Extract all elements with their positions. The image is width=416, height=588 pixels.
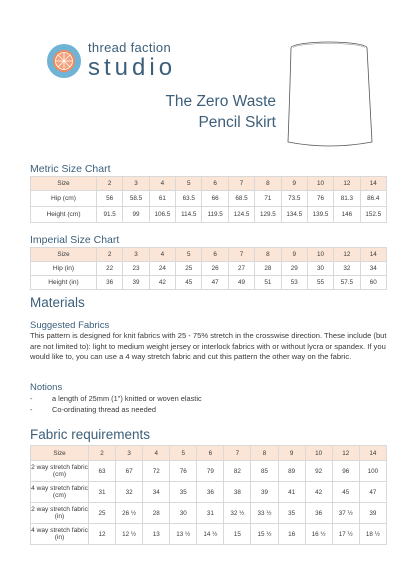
value-cell: 37 ½ — [332, 503, 359, 524]
value-cell: 12 — [89, 524, 116, 545]
value-cell: 36 — [97, 276, 123, 290]
header-cell: 2 — [89, 446, 116, 461]
header-cell: 14 — [360, 177, 386, 191]
value-cell: 89 — [278, 461, 305, 482]
logo — [47, 44, 81, 78]
value-cell: 134.5 — [281, 207, 307, 223]
row-label-cell: Height (cm) — [31, 207, 97, 223]
value-cell: 29 — [281, 262, 307, 276]
header-cell: 5 — [176, 248, 202, 262]
value-cell: 31 — [197, 503, 224, 524]
materials-heading: Materials — [30, 295, 85, 310]
table-row — [31, 262, 387, 276]
value-cell: 47 — [202, 276, 228, 290]
value-cell: 26 — [202, 262, 228, 276]
row-label-cell: Hip (cm) — [31, 191, 97, 207]
value-cell: 66 — [202, 191, 228, 207]
header-cell: 10 — [305, 446, 332, 461]
value-cell: 36 — [197, 482, 224, 503]
fabric-requirements-heading: Fabric requirements — [30, 427, 151, 442]
value-cell: 47 — [359, 482, 386, 503]
value-cell: 76 — [170, 461, 197, 482]
value-cell: 24 — [149, 262, 175, 276]
value-cell: 22 — [97, 262, 123, 276]
value-cell: 12 ½ — [116, 524, 143, 545]
imperial-chart-label: Imperial Size Chart — [30, 234, 120, 246]
list-item: - a length of 25mm (1") knitted or woven elastic — [30, 394, 202, 403]
value-cell: 30 — [307, 262, 333, 276]
value-cell: 35 — [170, 482, 197, 503]
value-cell: 28 — [143, 503, 170, 524]
brand-studio: studio — [88, 54, 177, 81]
value-cell: 92 — [305, 461, 332, 482]
value-cell: 114.5 — [176, 207, 202, 223]
table-row — [31, 503, 387, 524]
row-label-cell: 2 way stretch fabric (in) — [31, 503, 89, 524]
citrus-logo-icon — [47, 44, 81, 78]
value-cell: 30 — [170, 503, 197, 524]
header-cell: 12 — [334, 177, 360, 191]
value-cell: 34 — [360, 262, 386, 276]
imperial-size-table — [30, 247, 387, 290]
value-cell: 56 — [97, 191, 123, 207]
value-cell: 15 ½ — [251, 524, 278, 545]
value-cell: 39 — [359, 503, 386, 524]
header-cell: 6 — [197, 446, 224, 461]
value-cell: 35 — [278, 503, 305, 524]
title-line-2: Pencil Skirt — [198, 114, 276, 131]
value-cell: 45 — [176, 276, 202, 290]
header-cell: 8 — [255, 248, 281, 262]
row-label-cell: 2 way stretch fabric (cm) — [31, 461, 89, 482]
table-header-row — [31, 446, 387, 461]
notions-heading: Notions — [30, 382, 63, 393]
value-cell: 13 ½ — [170, 524, 197, 545]
value-cell: 81.3 — [334, 191, 360, 207]
header-cell: 5 — [176, 177, 202, 191]
value-cell: 16 — [278, 524, 305, 545]
table-row — [31, 461, 387, 482]
header-cell: Size — [31, 248, 97, 262]
value-cell: 79 — [197, 461, 224, 482]
list-item: - Co-ordinating thread as needed — [30, 404, 156, 414]
header-cell: 9 — [281, 248, 307, 262]
value-cell: 33 ½ — [251, 503, 278, 524]
value-cell: 63 — [89, 461, 116, 482]
value-cell: 51 — [255, 276, 281, 290]
value-cell: 68.5 — [228, 191, 254, 207]
fabrics-heading: Suggested Fabrics — [30, 320, 110, 331]
value-cell: 15 — [224, 524, 251, 545]
value-cell: 146 — [334, 207, 360, 223]
value-cell: 73.5 — [281, 191, 307, 207]
value-cell: 23 — [123, 262, 149, 276]
header-cell: 3 — [123, 248, 149, 262]
table-row — [31, 276, 387, 290]
value-cell: 16 ½ — [305, 524, 332, 545]
value-cell: 57.5 — [334, 276, 360, 290]
header-cell: 3 — [123, 177, 149, 191]
value-cell: 106.5 — [149, 207, 175, 223]
value-cell: 86.4 — [360, 191, 386, 207]
table-row — [31, 207, 387, 223]
value-cell: 63.5 — [176, 191, 202, 207]
value-cell: 76 — [307, 191, 333, 207]
value-cell: 25 — [176, 262, 202, 276]
header-cell: 7 — [224, 446, 251, 461]
header-cell: 4 — [143, 446, 170, 461]
value-cell: 31 — [89, 482, 116, 503]
value-cell: 85 — [251, 461, 278, 482]
value-cell: 45 — [332, 482, 359, 503]
value-cell: 38 — [224, 482, 251, 503]
value-cell: 72 — [143, 461, 170, 482]
notions-list — [30, 394, 390, 415]
table-row — [31, 191, 387, 207]
header-cell: 7 — [228, 177, 254, 191]
value-cell: 99 — [123, 207, 149, 223]
value-cell: 34 — [143, 482, 170, 503]
value-cell: 27 — [228, 262, 254, 276]
fabric-requirements-table — [30, 445, 387, 545]
header-cell: 12 — [332, 446, 359, 461]
header-cell: 6 — [202, 177, 228, 191]
header-cell: 3 — [116, 446, 143, 461]
value-cell: 82 — [224, 461, 251, 482]
table-header-row — [31, 177, 387, 191]
value-cell: 129.5 — [255, 207, 281, 223]
brand-name: thread faction — [88, 40, 171, 55]
value-cell: 32 — [334, 262, 360, 276]
table-row — [31, 524, 387, 545]
header-cell: 5 — [170, 446, 197, 461]
value-cell: 36 — [305, 503, 332, 524]
value-cell: 100 — [359, 461, 386, 482]
header-cell: 4 — [149, 177, 175, 191]
value-cell: 91.5 — [97, 207, 123, 223]
value-cell: 41 — [278, 482, 305, 503]
header-cell: 9 — [278, 446, 305, 461]
row-label-cell: Hip (in) — [31, 262, 97, 276]
value-cell: 39 — [251, 482, 278, 503]
value-cell: 96 — [332, 461, 359, 482]
header-cell: 10 — [307, 248, 333, 262]
value-cell: 42 — [149, 276, 175, 290]
table-header-row — [31, 248, 387, 262]
value-cell: 55 — [307, 276, 333, 290]
value-cell: 119.5 — [202, 207, 228, 223]
value-cell: 28 — [255, 262, 281, 276]
header-cell: 9 — [281, 177, 307, 191]
value-cell: 152.5 — [360, 207, 386, 223]
header-cell: 7 — [228, 248, 254, 262]
value-cell: 139.5 — [307, 207, 333, 223]
value-cell: 32 — [116, 482, 143, 503]
fabrics-text: This pattern is designed for knit fabrics with 25 - 75% stretch in the crosswise direction. These include (but are not limited to): light to medium weight jersey or interlock fabrics with or without lycra or spandex. If you would like to, you can use a 4 way stretch fabric and cut this pattern the other way on the fabric. — [30, 331, 387, 361]
metric-size-table — [30, 176, 387, 223]
value-cell: 67 — [116, 461, 143, 482]
skirt-illustration — [280, 38, 380, 150]
value-cell: 18 ½ — [359, 524, 386, 545]
value-cell: 25 — [89, 503, 116, 524]
value-cell: 13 — [143, 524, 170, 545]
row-label-cell: Height (in) — [31, 276, 97, 290]
header-cell: 10 — [307, 177, 333, 191]
value-cell: 49 — [228, 276, 254, 290]
value-cell: 124.5 — [228, 207, 254, 223]
header-cell: 2 — [97, 248, 123, 262]
header-cell: Size — [31, 446, 89, 461]
header-cell: 8 — [255, 177, 281, 191]
value-cell: 58.5 — [123, 191, 149, 207]
value-cell: 14 ½ — [197, 524, 224, 545]
value-cell: 53 — [281, 276, 307, 290]
header-cell: Size — [31, 177, 97, 191]
value-cell: 26 ½ — [116, 503, 143, 524]
value-cell: 42 — [305, 482, 332, 503]
value-cell: 61 — [149, 191, 175, 207]
header-cell: 6 — [202, 248, 228, 262]
header-cell: 4 — [149, 248, 175, 262]
header-cell: 2 — [97, 177, 123, 191]
metric-chart-label: Metric Size Chart — [30, 163, 111, 175]
header-cell: 8 — [251, 446, 278, 461]
row-label-cell: 4 way stretch fabric (in) — [31, 524, 89, 545]
row-label-cell: 4 way stretch fabric (cm) — [31, 482, 89, 503]
value-cell: 39 — [123, 276, 149, 290]
table-row — [31, 482, 387, 503]
title-line-1: The Zero Waste — [165, 93, 276, 110]
header-cell: 14 — [360, 248, 386, 262]
value-cell: 17 ½ — [332, 524, 359, 545]
value-cell: 32 ½ — [224, 503, 251, 524]
value-cell: 71 — [255, 191, 281, 207]
header-cell: 12 — [334, 248, 360, 262]
header-cell: 14 — [359, 446, 386, 461]
value-cell: 60 — [360, 276, 386, 290]
